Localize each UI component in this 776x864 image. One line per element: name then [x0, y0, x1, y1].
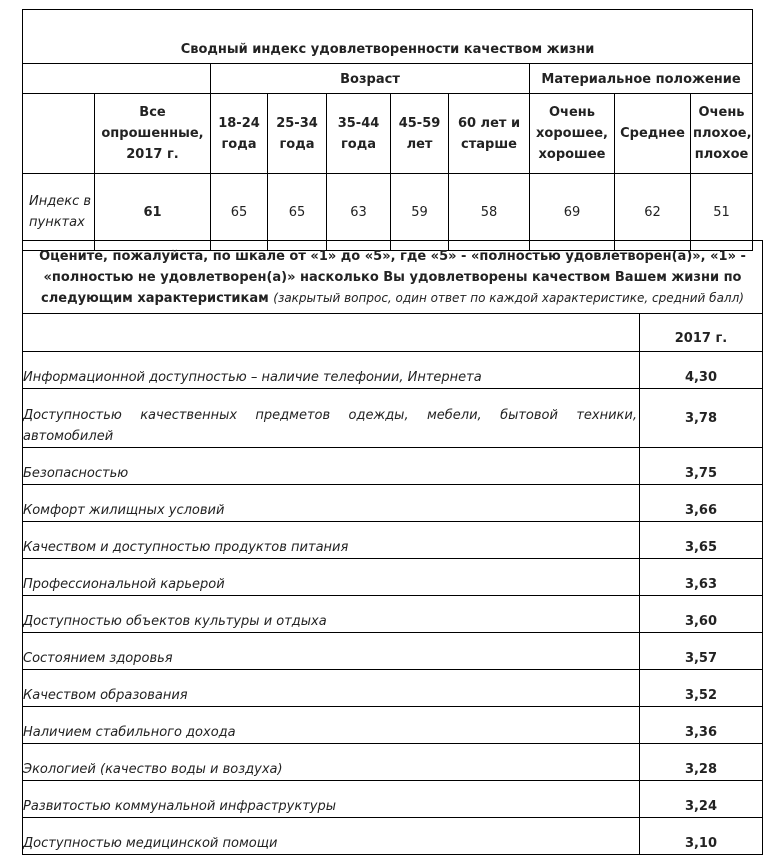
satisfaction-index-table — [22, 9, 753, 251]
column-header-60-plus: 60 лет и старше — [449, 94, 530, 174]
rating-label: Доступностью объектов культуры и отдыха — [23, 596, 640, 633]
rating-value: 3,63 — [640, 559, 763, 596]
rating-value: 3,57 — [640, 633, 763, 670]
rating-label: Профессиональной карьерой — [23, 559, 640, 596]
rating-value: 3,78 — [640, 389, 763, 448]
rating-value: 3,36 — [640, 707, 763, 744]
column-header-25-34: 25-34 года — [268, 94, 327, 174]
rating-value: 3,24 — [640, 781, 763, 818]
column-header-wealth-bad: Очень плохое, плохое — [691, 94, 753, 174]
rating-value: 3,10 — [640, 818, 763, 855]
rating-label: Наличием стабильного дохода — [23, 707, 640, 744]
year-header: 2017 г. — [640, 314, 763, 352]
rating-label: Доступностью качественных предметов одежды, мебели, бытовой техники, автомобилей — [23, 389, 640, 448]
index-value-wealth-average: 62 — [615, 174, 691, 251]
age-group-header: Возраст — [211, 64, 530, 94]
rating-label: Качеством и доступностью продуктов питания — [23, 522, 640, 559]
index-value-all: 61 — [95, 174, 211, 251]
rating-value: 3,75 — [640, 448, 763, 485]
rating-value: 4,30 — [640, 352, 763, 389]
index-value-45-59: 59 — [391, 174, 449, 251]
rating-label: Доступностью медицинской помощи — [23, 818, 640, 855]
column-header-wealth-good: Очень хорошее, хорошее — [530, 94, 615, 174]
index-value-60-plus: 58 — [449, 174, 530, 251]
rating-value: 3,60 — [640, 596, 763, 633]
rating-label: Безопасностью — [23, 448, 640, 485]
index-value-wealth-good: 69 — [530, 174, 615, 251]
question-text: Оцените, пожалуйста, по шкале от «1» до «5», где «5» - «полностью удовлетворен(а)», «1» - «полностью не удовлетворен(а)» насколько Вы удовлетворены качеством Вашем жизни по следующим характеристикам — [39, 248, 746, 306]
rating-value: 3,52 — [640, 670, 763, 707]
question-cell — [23, 241, 763, 314]
rating-value: 3,65 — [640, 522, 763, 559]
index-value-25-34: 65 — [268, 174, 327, 251]
empty-characteristic-header — [23, 314, 640, 352]
rating-label: Экологией (качество воды и воздуха) — [23, 744, 640, 781]
rating-label: Комфорт жилищных условий — [23, 485, 640, 522]
wealth-group-header: Материальное положение — [530, 64, 753, 94]
rating-label: Качеством образования — [23, 670, 640, 707]
index-value-wealth-bad: 51 — [691, 174, 753, 251]
column-header-45-59: 45-59 лет — [391, 94, 449, 174]
column-header-all: Все опрошенные, 2017 г. — [95, 94, 211, 174]
column-header-wealth-average: Среднее — [615, 94, 691, 174]
rating-label: Состоянием здоровья — [23, 633, 640, 670]
empty-label-header — [23, 94, 95, 174]
column-header-35-44: 35-44 года — [327, 94, 391, 174]
rating-label: Информационной доступностью – наличие телефонии, Интернета — [23, 352, 640, 389]
rating-value: 3,66 — [640, 485, 763, 522]
ratings-table — [22, 240, 763, 855]
summary-table-title: Сводный индекс удовлетворенности качеством жизни — [23, 10, 753, 64]
index-row-label: Индекс в пунктах — [23, 174, 95, 251]
column-header-18-24: 18-24 года — [211, 94, 268, 174]
rating-label: Развитостью коммунальной инфраструктуры — [23, 781, 640, 818]
rating-value: 3,28 — [640, 744, 763, 781]
index-value-35-44: 63 — [327, 174, 391, 251]
empty-corner-cell — [23, 64, 211, 94]
question-note: (закрытый вопрос, один ответ по каждой характеристике, средний балл) — [273, 290, 744, 305]
index-value-18-24: 65 — [211, 174, 268, 251]
